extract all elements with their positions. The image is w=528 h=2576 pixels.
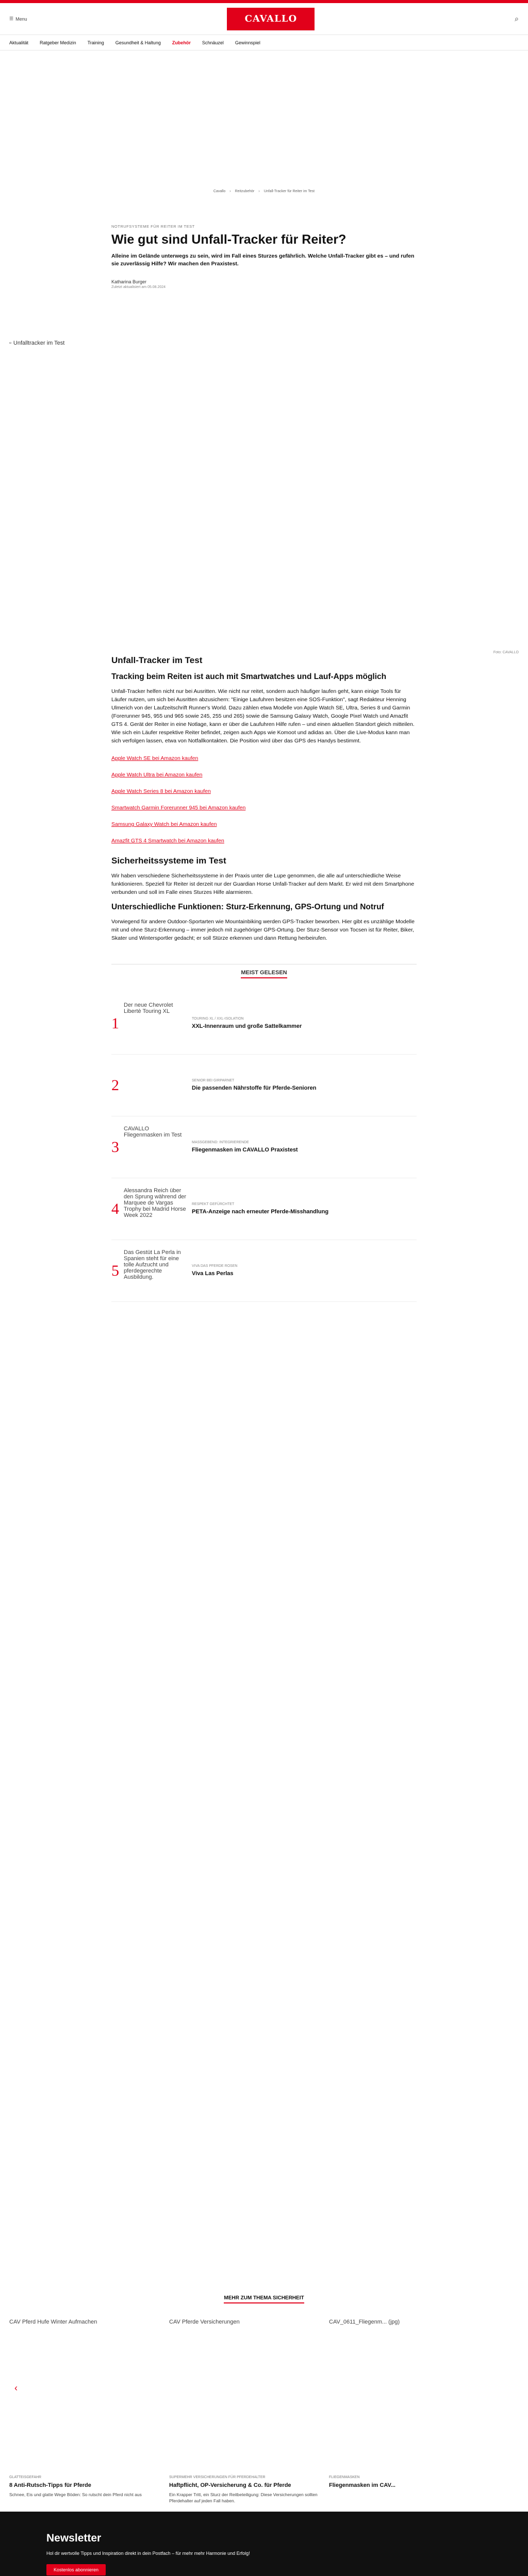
item-text — [188, 1202, 328, 1215]
thumbnail[interactable] — [124, 1188, 188, 1231]
thumbnail[interactable] — [124, 1002, 188, 1045]
item-text — [188, 1017, 302, 1030]
main-nav — [0, 35, 528, 50]
amazon-buy-link[interactable]: Apple Watch SE bei Amazon kaufen — [111, 755, 199, 761]
more-topic-carousel — [0, 2319, 528, 2539]
nav-item[interactable]: Aktualität — [9, 40, 29, 45]
breadcrumb-item[interactable]: Unfall-Tracker für Reiter im Test — [263, 190, 315, 193]
menu-label: Menu — [15, 16, 27, 22]
paragraph: Vorwiegend für andere Outdoor-Sportarten wie Mountainbiking werden GPS-Tracker beworben. Hier gibt es unzählige Modelle mit und ohne Sturz-Erkennung – immer jedoch mit zugehöriger GPS-Ortung. Der Sturz-Sensor von Tocsen ist für Reiter, Biker, Skater und Wintersportler gedacht; er soll Stürze erkennen und dann Rettung herbeirufen. — [111, 919, 415, 941]
section-heading: Unfall-Tracker im Test — [111, 655, 203, 665]
broken-image-icon: ▫ — [9, 340, 11, 346]
hamburger-icon: ☰ — [9, 16, 14, 21]
breadcrumb-separator-icon: › — [229, 190, 231, 193]
nav-item[interactable]: Gesundheit & Haltung — [115, 40, 161, 45]
image-caption: Foto: CAVALLO — [493, 651, 519, 654]
most-read-item[interactable] — [111, 1240, 417, 1302]
rank-number: 2 — [111, 1076, 119, 1094]
breadcrumb-item[interactable]: Cavallo — [213, 190, 226, 193]
thumbnail-alt: Das Gestüt La Perla in Spanien steht für eine tolle Aufzucht und pferdegerechte Ausbildung. — [124, 1249, 181, 1280]
hero-image-alt — [9, 340, 519, 346]
article-body — [111, 655, 417, 1302]
section-subheading: Tracking beim Reiten ist auch mit Smartwatches und Lauf-Apps möglich — [111, 672, 387, 681]
card-image-alt: CAV_0611_Fliegenm... (jpg) — [329, 2319, 400, 2325]
card-text: Schnee, Eis und glatte Wege Böden: So rutscht dein Pferd nicht aus — [9, 2492, 142, 2497]
most-read-title-text: MEIST GELESEN — [241, 970, 287, 978]
item-title[interactable]: Die passenden Nährstoffe für Pferde-Senioren — [192, 1085, 317, 1091]
item-text — [188, 1079, 316, 1092]
item-category: RESPEKT GEFÜRCHTET — [192, 1202, 235, 1206]
item-text — [188, 1141, 298, 1154]
item-title[interactable]: Viva Las Perlas — [192, 1270, 234, 1277]
nav-item[interactable]: Training — [87, 40, 104, 45]
rank-number: 1 — [111, 1014, 119, 1032]
newsletter-subscribe-button[interactable]: Kostenlos abonnieren — [46, 2564, 106, 2575]
thumbnail[interactable] — [124, 1126, 188, 1169]
breadcrumb — [111, 190, 417, 193]
card-image-alt: CAV Pferd Hufe Winter Aufmachen — [9, 2319, 97, 2325]
article-updated: Zuletzt aktualisiert am 05.08.2024 — [111, 285, 166, 289]
amazon-buy-link[interactable]: Apple Watch Ultra bei Amazon kaufen — [111, 772, 203, 778]
hero-image-alt-text: Unfalltracker im Test — [13, 340, 65, 346]
more-topic-title-text: MEHR ZUM THEMA SICHERHEIT — [224, 2295, 304, 2303]
item-category: TOURING XL / XXL-ISOLATION — [192, 1017, 244, 1021]
breadcrumb-separator-icon: › — [258, 190, 260, 193]
search-icon[interactable]: ⌕ — [515, 14, 519, 23]
chevron-left-icon[interactable]: ‹ — [14, 2383, 18, 2393]
amazon-buy-link[interactable]: Smartwatch Garmin Forerunner 945 bei Amazon kaufen — [111, 805, 246, 811]
item-title[interactable]: PETA-Anzeige nach erneuter Pferde-Misshandlung — [192, 1209, 329, 1215]
article-lead: Alleine im Gelände unterwegs zu sein, wird im Fall eines Sturzes gefährlich. Welche Unfall-Tracker gibt es – und rufen sie zuverlässig Hilfe? Wir machen den Praxistest. — [111, 253, 415, 267]
nav-item[interactable]: Zubehör — [172, 40, 191, 45]
most-read-item[interactable] — [111, 1178, 417, 1240]
article-title: Wie gut sind Unfall-Tracker für Reiter? — [111, 232, 346, 247]
topic-card[interactable] — [169, 2319, 319, 2539]
card-category: GLATTEISGEFAHR — [9, 2476, 42, 2479]
card-category: FLIEGENMASKEN — [329, 2476, 360, 2479]
newsletter-title: Newsletter — [46, 2532, 102, 2544]
affiliate-links — [111, 755, 417, 844]
most-read-title — [111, 970, 417, 978]
paragraph: Unfall-Tracker helfen nicht nur bei Ausritten. Wie nicht nur reitet, sondern auch häufiger laufen geht, kann einige Tools für Läufer nutzen, um sich bei Ausritten abzusichern: "Einige Laufuhren besitzen eine SOS-Funktion", sagt Redakteur Henning Ulmerich von der Laufzeitschrift Runner's World. Dazu zählen etwa Modelle von Apple Watch SE, Ultra, Series 8 und Garmin (Forerunner 945, 955 und 965 sowie 245, 255 und 265) sowie die Samsung Galaxy Watch, Google Pixel Watch und Amazfit GTS 4. Gerät der Reiter in eine Notlage, kann er über die Laufuhren Hilfe rufen – und einen aktuellen Standort gleich mitteilen. Wie sich ein Läufer respektive Reiter befindet, zeigen auch Apps wie Komoot und adidas an. Über die Live-Modus kann man sich verfolgen lassen, etwa von Notfallkontakten. Die Position wird über das GPS des Handys bestimmt. — [111, 688, 415, 744]
item-category: MASSGEBEND: INTEGRIERENDE — [192, 1141, 249, 1144]
thumbnail-alt: CAVALLO Fliegenmasken im Test — [124, 1125, 182, 1138]
item-title[interactable]: Fliegenmasken im CAVALLO Praxistest — [192, 1147, 298, 1153]
nav-item[interactable]: Gewinnspiel — [235, 40, 260, 45]
newsletter-box — [0, 2512, 528, 2576]
rank-number: 5 — [111, 1262, 119, 1279]
thumbnail-alt: Alessandra Reich über den Sprung während der Marquee de Vargas Trophy bei Madrid Horse Week 2022 — [124, 1187, 187, 1218]
most-read-item[interactable] — [111, 1055, 417, 1116]
hero-image — [9, 340, 519, 654]
nav-item[interactable]: Ratgeber Medizin — [40, 40, 76, 45]
site-header — [0, 3, 528, 35]
most-read-item[interactable] — [111, 993, 417, 1055]
thumbnail-alt: Der neue Chevrolet Libertè Touring XL — [124, 1002, 173, 1014]
section-subheading: Unterschiedliche Funktionen: Sturz-Erkennung, GPS-Ortung und Notruf — [111, 903, 384, 911]
newsletter-text: Hol dir wertvolle Tipps und Inspiration direkt in dein Postfach – für mehr mehr Harmonie und Erfolg! — [46, 2551, 250, 2556]
most-read-item[interactable] — [111, 1116, 417, 1178]
article-rubric: NOTRUFSYSTEME FÜR REITER IM TEST — [111, 224, 195, 229]
more-topic-title — [0, 2295, 528, 2301]
item-category: SENIOR BEI GIRPARNET — [192, 1079, 235, 1082]
menu-button[interactable] — [9, 16, 27, 22]
rank-number: 3 — [111, 1138, 119, 1156]
card-category: SUPERMEHR VERSICHERUNGEN FÜR PFERDEHALTER — [169, 2476, 266, 2479]
card-image-alt: CAV Pferde Versicherungen — [169, 2319, 240, 2325]
thumbnail[interactable] — [124, 1064, 188, 1107]
section-heading: Sicherheitssysteme im Test — [111, 856, 226, 866]
amazon-buy-link[interactable]: Amazfit GTS 4 Smartwatch bei Amazon kaufen — [111, 838, 224, 844]
card-title[interactable]: 8 Anti-Rutsch-Tipps für Pferde — [9, 2482, 91, 2488]
thumbnail[interactable] — [124, 1249, 188, 1293]
item-category: VIVA DAS PFERDE ROSEN — [192, 1264, 238, 1268]
breadcrumb-item[interactable]: Reitzubehör — [235, 190, 255, 193]
amazon-buy-link[interactable]: Samsung Galaxy Watch bei Amazon kaufen — [111, 821, 217, 827]
article-author[interactable]: Katharina Burger — [111, 279, 147, 284]
topic-card[interactable] — [329, 2319, 478, 2539]
card-title[interactable]: Fliegenmasken im CAV... — [329, 2482, 395, 2488]
card-text: Ein Krapper Tritt, ein Sturz der Reitbeteiligung: Diese Versicherungen sollten Pferdehalter auf jeden Fall haben. — [169, 2492, 318, 2503]
logo-text: CAVALLO — [244, 13, 298, 24]
item-title[interactable]: XXL-Innenraum und große Sattelkammer — [192, 1023, 302, 1029]
rank-number: 4 — [111, 1200, 119, 1217]
card-title[interactable]: Haftpflicht, OP-Versicherung & Co. für Pferde — [169, 2482, 291, 2488]
topic-card[interactable] — [9, 2319, 159, 2539]
item-text — [188, 1264, 238, 1277]
nav-item[interactable]: Schnäuzel — [202, 40, 224, 45]
amazon-buy-link[interactable]: Apple Watch Series 8 bei Amazon kaufen — [111, 788, 211, 794]
most-read-list — [111, 993, 417, 1302]
site-logo[interactable] — [227, 8, 315, 30]
paragraph: Wir haben verschiedene Sicherheitssysteme in der Praxis unter die Lupe genommen, die alle auf unterschiedliche Weise funktionieren. Speziell für Reiter ist derzeit nur der Guardian Horse Unfall-Tracker auf dem Markt. Er wird mit dem Smartphone verbunden und soll im Falle eines Sturzes Hilfe alarmieren. — [111, 873, 415, 895]
